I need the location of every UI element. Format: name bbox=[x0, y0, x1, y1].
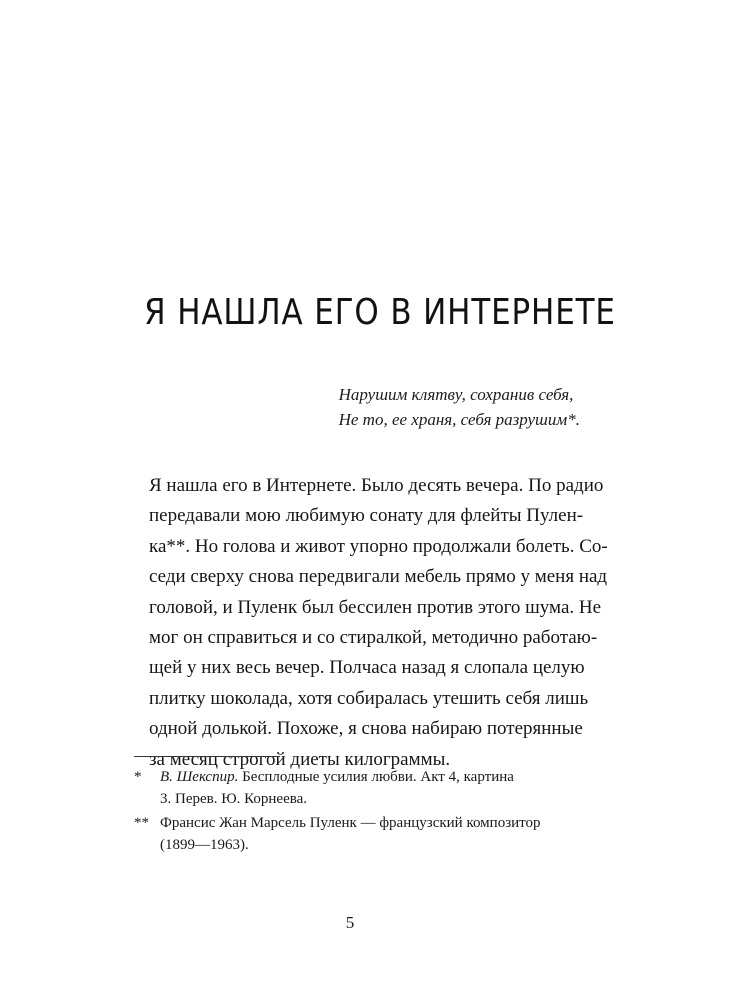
chapter-title: Я НАШЛА ЕГО В ИНТЕРНЕТЕ bbox=[144, 292, 616, 333]
epigraph-line: Нарушим клятву, сохранив себя, bbox=[338, 385, 574, 404]
footnote-marker: ** bbox=[134, 815, 149, 831]
footnote-line: Франсис Жан Марсель Пуленк — французский композитор bbox=[160, 815, 541, 831]
footnote-line: (1899—1963). bbox=[160, 837, 249, 853]
body-line: ка**. Но голова и живот упорно продолжали болеть. Со- bbox=[149, 535, 608, 557]
body-line: мог он справиться и со стиралкой, методично работаю- bbox=[149, 627, 598, 649]
footnote-line bbox=[160, 766, 578, 788]
page-number: 5 bbox=[345, 913, 355, 932]
body-line: щей у них весь вечер. Полчаса назад я слопала целую bbox=[149, 657, 585, 679]
footnote-poulenc bbox=[134, 812, 578, 856]
body-line: головой, и Пуленк был бессилен против этого шума. Не bbox=[149, 596, 602, 618]
footnote-text: Бесплодные усилия любви. Акт 4, картина bbox=[238, 769, 514, 785]
footnote-line: 3. Перев. Ю. Корнеева. bbox=[160, 791, 308, 807]
footnote-author: В. Шекспир. bbox=[160, 769, 239, 785]
footnote-marker: * bbox=[134, 769, 142, 785]
body-line: передавали мою любимую сонату для флейты Пулен- bbox=[149, 505, 584, 527]
footnote-divider bbox=[134, 756, 280, 757]
epigraph bbox=[339, 382, 580, 432]
footnotes bbox=[134, 766, 578, 858]
body-line: одной долькой. Похоже, я снова набираю потерянные bbox=[149, 718, 583, 740]
body-paragraph bbox=[149, 471, 608, 775]
epigraph-line: Не то, ее храня, себя разрушим*. bbox=[338, 410, 580, 429]
body-line: седи сверху снова передвигали мебель прямо у меня над bbox=[149, 566, 608, 588]
body-line: Я нашла его в Интернете. Было десять вечера. По радио bbox=[149, 475, 604, 496]
body-line: плитку шоколада, хотя собиралась утешить себя лишь bbox=[149, 687, 589, 709]
footnote-shakespeare bbox=[134, 766, 578, 810]
body-line: за месяц строгой диеты килограммы. bbox=[149, 748, 451, 770]
